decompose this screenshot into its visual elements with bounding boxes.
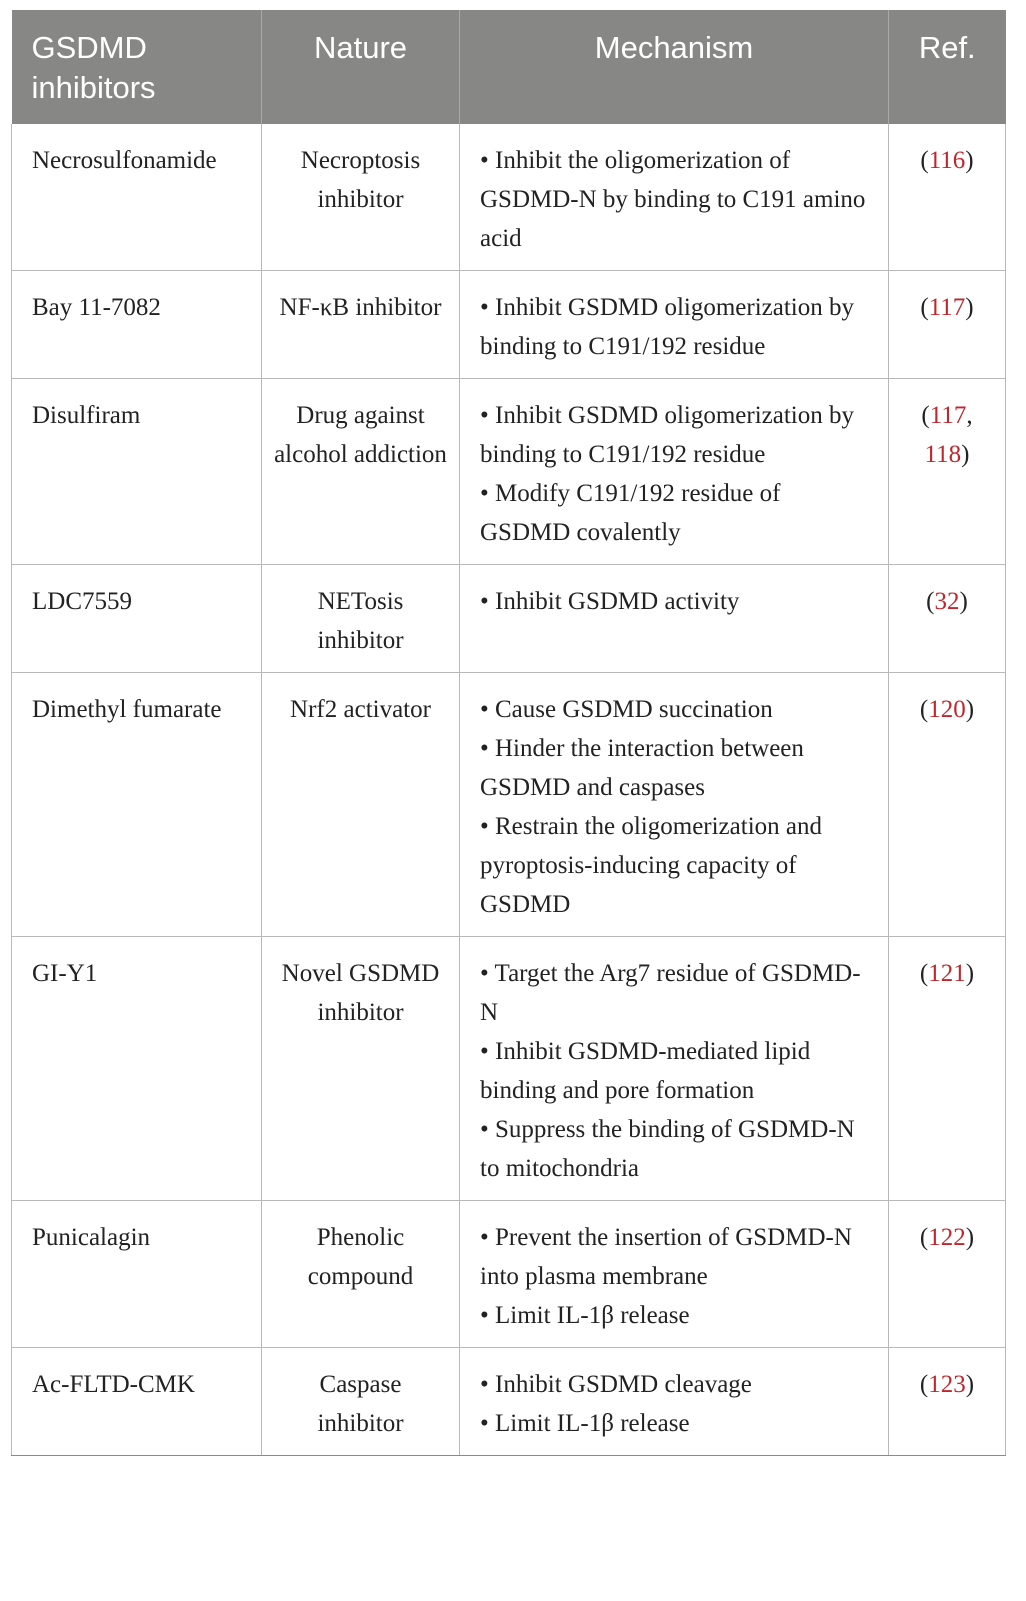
mechanism-item: • Hinder the interaction between GSDMD and caspases: [480, 735, 804, 801]
mechanism-item: • Cause GSDMD succination: [480, 696, 773, 723]
header-inhibitor: GSDMD inhibitors: [12, 10, 262, 124]
inhibitor-nature: Caspase inhibitor: [262, 1348, 460, 1456]
reference-link[interactable]: 32: [934, 588, 960, 615]
ref-cell: (123): [889, 1348, 1006, 1456]
table-body: [12, 124, 1006, 1456]
header-mechanism: Mechanism: [460, 10, 889, 124]
inhibitor-nature: Drug against alcohol addiction: [262, 379, 460, 565]
table-row: [12, 565, 1006, 673]
mechanism-item: • Limit IL-1β release: [480, 1410, 690, 1437]
inhibitor-nature: Nrf2 activator: [262, 673, 460, 937]
ref-cell: (32): [889, 565, 1006, 673]
mechanism-item: • Inhibit GSDMD cleavage: [480, 1371, 752, 1398]
inhibitor-name: GI-Y1: [12, 937, 262, 1201]
ref-cell: (117, 118): [889, 379, 1006, 565]
inhibitor-nature: Necroptosis inhibitor: [262, 124, 460, 271]
table-row: [12, 1348, 1006, 1456]
mechanism-cell: [460, 271, 889, 379]
mechanism-cell: [460, 1201, 889, 1348]
reference-link[interactable]: 117: [929, 402, 967, 429]
mechanism-item: • Inhibit GSDMD-mediated lipid binding and pore formation: [480, 1038, 811, 1104]
inhibitor-name: LDC7559: [12, 565, 262, 673]
table-row: [12, 673, 1006, 937]
mechanism-item: • Inhibit the oligomerization of GSDMD-N by binding to C191 amino acid: [480, 147, 866, 252]
inhibitor-nature: NF-κB inhibitor: [262, 271, 460, 379]
mechanism-cell: [460, 565, 889, 673]
inhibitor-name: Dimethyl fumarate: [12, 673, 262, 937]
table-row: [12, 271, 1006, 379]
inhibitor-name: Disulfiram: [12, 379, 262, 565]
mechanism-item: • Suppress the binding of GSDMD-N to mitochondria: [480, 1116, 855, 1182]
ref-cell: (116): [889, 124, 1006, 271]
inhibitor-name: Bay 11-7082: [12, 271, 262, 379]
reference-link[interactable]: 122: [928, 1224, 966, 1251]
reference-link[interactable]: 117: [928, 294, 966, 321]
reference-link[interactable]: 118: [924, 441, 962, 468]
ref-cell: (117): [889, 271, 1006, 379]
table-row: [12, 124, 1006, 271]
ref-cell: (120): [889, 673, 1006, 937]
reference-link[interactable]: 121: [928, 960, 966, 987]
reference-link[interactable]: 116: [928, 147, 966, 174]
inhibitor-nature: NETosis inhibitor: [262, 565, 460, 673]
inhibitor-nature: Novel GSDMD inhibitor: [262, 937, 460, 1201]
mechanism-item: • Inhibit GSDMD oligomerization by binding to C191/192 residue: [480, 402, 854, 468]
inhibitor-nature: Phenolic compound: [262, 1201, 460, 1348]
ref-cell: (122): [889, 1201, 1006, 1348]
mechanism-item: • Inhibit GSDMD activity: [480, 588, 740, 615]
mechanism-cell: [460, 1348, 889, 1456]
table-header: [12, 10, 1006, 124]
inhibitor-name: Ac-FLTD-CMK: [12, 1348, 262, 1456]
ref-cell: (121): [889, 937, 1006, 1201]
reference-link[interactable]: 120: [928, 696, 966, 723]
mechanism-cell: [460, 379, 889, 565]
mechanism-item: • Limit IL-1β release: [480, 1302, 690, 1329]
inhibitor-name: Punicalagin: [12, 1201, 262, 1348]
header-nature: Nature: [262, 10, 460, 124]
mechanism-item: • Prevent the insertion of GSDMD-N into plasma membrane: [480, 1224, 852, 1290]
header-ref: Ref.: [889, 10, 1006, 124]
mechanism-item: • Inhibit GSDMD oligomerization by binding to C191/192 residue: [480, 294, 854, 360]
table-row: [12, 937, 1006, 1201]
mechanism-item: • Restrain the oligomerization and pyroptosis-inducing capacity of GSDMD: [480, 813, 822, 918]
mechanism-cell: [460, 124, 889, 271]
inhibitor-name: Necrosulfonamide: [12, 124, 262, 271]
mechanism-item: • Target the Arg7 residue of GSDMD-N: [480, 960, 861, 1026]
mechanism-cell: [460, 673, 889, 937]
mechanism-item: • Modify C191/192 residue of GSDMD covalently: [480, 480, 781, 546]
table-row: [12, 1201, 1006, 1348]
header-row: [12, 10, 1006, 124]
gsdmd-inhibitors-table: [11, 10, 1006, 1456]
mechanism-cell: [460, 937, 889, 1201]
table-row: [12, 379, 1006, 565]
reference-link[interactable]: 123: [928, 1371, 966, 1398]
